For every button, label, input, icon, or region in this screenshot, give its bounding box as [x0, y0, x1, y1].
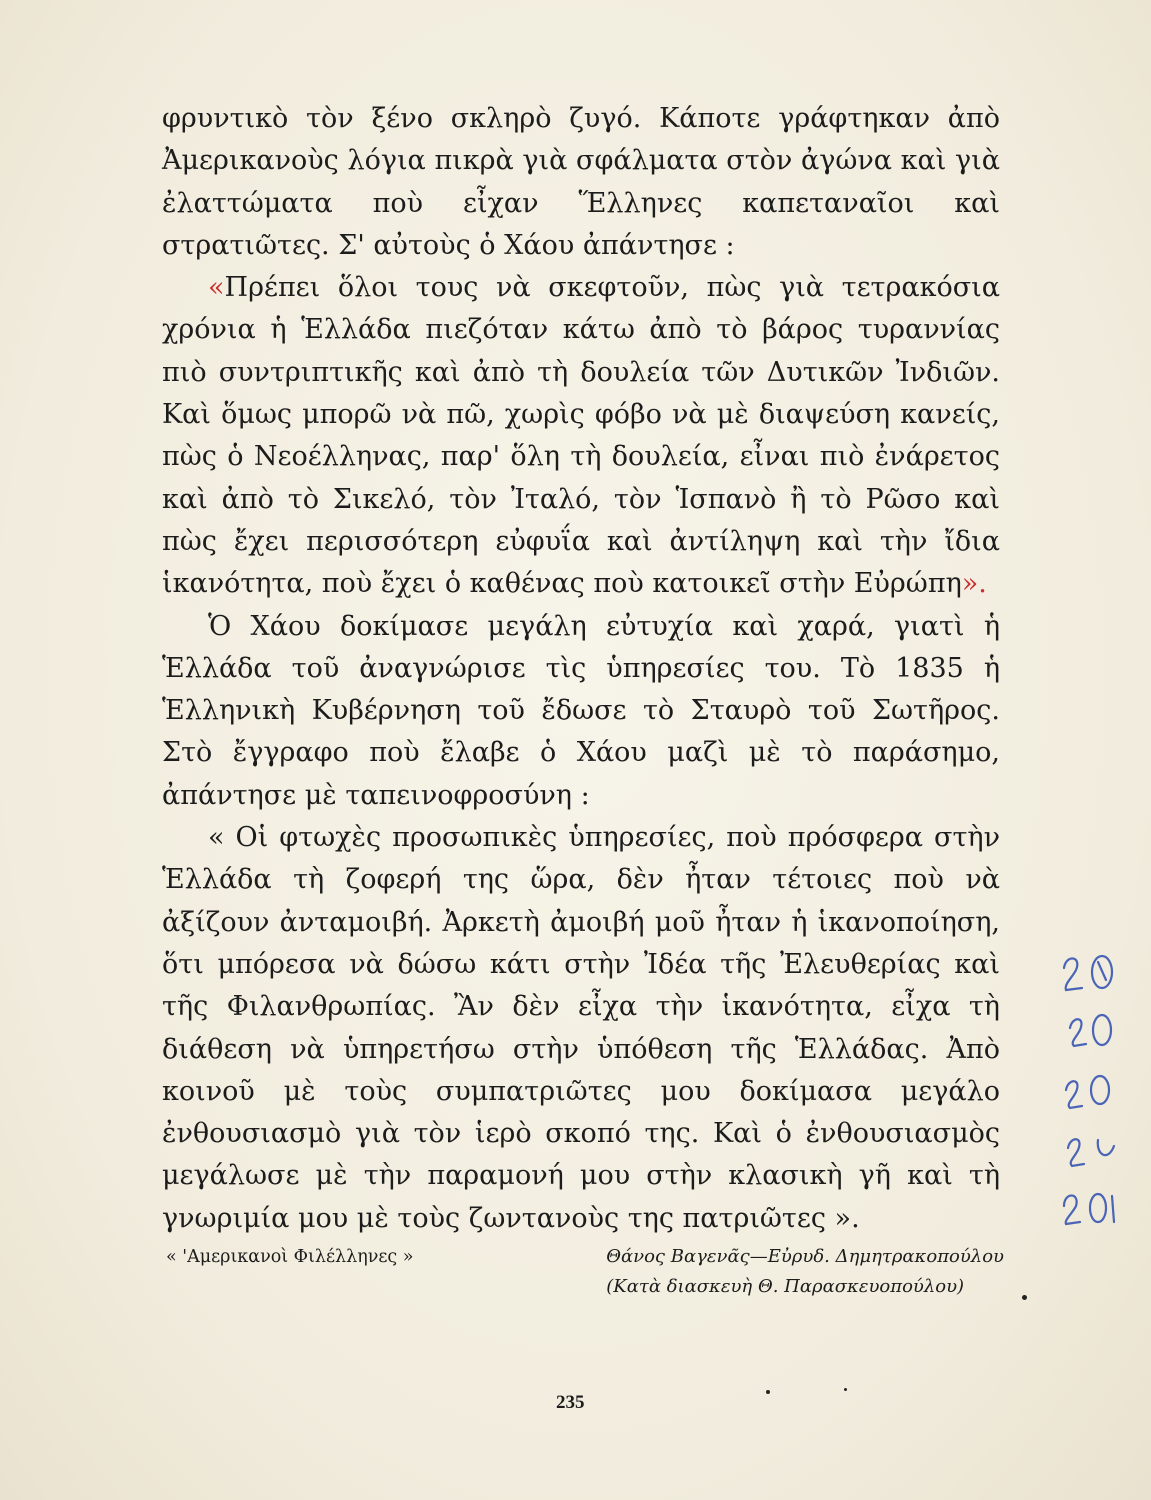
- authors-line-1: Θάνος Βαγενᾶς—Εὐρυδ. Δημητρακοπούλου: [606, 1246, 1004, 1267]
- ink-speck: [766, 1390, 770, 1394]
- paragraph-4: « Οἱ φτωχὲς προσωπικὲς ὑπηρεσίες, ποὺ πρόσφερα στὴν Ἑλλάδα τὴ ζοφερή της ὥρα, δὲν ἦταν τέτοιες ποὺ νὰ ἀξίζουν ἀνταμοιβή. Ἀρκετὴ ἀμοιβή μοῦ ἦταν ἡ ἱκανοποίηση, ὅτι μπόρεσα νὰ δώσω κάτι στὴν Ἰδέα τῆς Ἐλευθερίας καὶ τῆς Φιλανθρωπίας. Ἂν δὲν εἶχα τὴν ἱκανότητα, εἶχα τὴ διάθεση νὰ ὑπηρετήσω στὴν ὑπόθεση τῆς Ἑλλάδας. Ἀπὸ κοινοῦ μὲ τοὺς συμπατριῶτες μου δοκίμασα μεγάλο ἐνθουσιασμὸ γιὰ τὸν ἱερὸ σκοπό της. Καὶ ὁ ἐνθουσιασμὸς μεγάλωσε μὲ τὴν παραμονή μου στὴν κλασικὴ γῆ καὶ τὴ γνωριμία μου μὲ τοὺς ζωντανοὺς της πατριῶτες ».: [162, 822, 1000, 1234]
- ink-speck: [1022, 1295, 1027, 1300]
- book-title: « 'Αμερικανοὶ Φιλέλληνες »: [166, 1247, 414, 1267]
- source-footer: [166, 1242, 1006, 1312]
- handwritten-margin-notes: [1052, 950, 1132, 1230]
- paragraph-3: Ὁ Χάου δοκίμασε μεγάλη εὐτυχία καὶ χαρά, γιατὶ ἡ Ἑλλάδα τοῦ ἀναγνώρισε τὶς ὑπηρεσίες του. Τὸ 1835 ἡ Ἑλληνικὴ Κυβέρνηση τοῦ ἔδωσε τὸ Σταυρὸ τοῦ Σωτῆρος. Στὸ ἔγγραφο ποὺ ἔλαβε ὁ Χάου μαζὶ μὲ τὸ παράσημο, ἀπάντησε μὲ ταπεινοφροσύνη :: [162, 610, 1000, 811]
- paragraph-2: [162, 267, 1000, 605]
- red-quote-open: «: [208, 272, 225, 304]
- ink-speck: [844, 1388, 847, 1391]
- paragraph-1: φρυντικὸ τὸν ξένο σκληρὸ ζυγό. Κάποτε γράφτηκαν ἀπὸ Ἀμερικανοὺς λόγια πικρὰ γιὰ σφάλματα στὸν ἀγώνα καὶ γιὰ ἐλαττώματα ποὺ εἶχαν Ἕλληνες καπεταναῖοι καὶ στρατιῶτες. Σ' αὐτοὺς ὁ Χάου ἀπάντησε :: [162, 103, 1000, 261]
- handwritten-notes-drawing: [1052, 950, 1132, 1230]
- authors-line-2: (Κατὰ διασκευὴ Θ. Παρασκευοπούλου): [606, 1276, 965, 1297]
- page-number: 235: [556, 1392, 585, 1413]
- authors-block: [606, 1242, 1004, 1302]
- red-quote-close: ».: [961, 568, 987, 600]
- body-text: [162, 98, 1000, 1240]
- paragraph-2-text: Πρέπει ὅλοι τους νὰ σκεφτοῦν, πὼς γιὰ τετρακόσια χρόνια ἡ Ἑλλάδα πιεζόταν κάτω ἀπὸ τὸ βάρος τυραννίας πιὸ συντριπτικῆς καὶ ἀπὸ τὴ δουλεία τῶν Δυτικῶν Ἰνδιῶν. Καὶ ὅμως μπορῶ νὰ πῶ, χωρὶς φόβο νὰ μὲ διαψεύση κανείς, πὼς ὁ Νεοέλληνας, παρ' ὅλη τὴ δουλεία, εἶναι πιὸ ἐνάρετος καὶ ἀπὸ τὸ Σικελό, τὸν Ἰταλό, τὸν Ἱσπανὸ ἢ τὸ Ρῶσο καὶ πὼς ἔχει περισσότερη εὐφυΐα καὶ ἀντίληψη καὶ τὴν ἴδια ἱκανότητα, ποὺ ἔχει ὁ καθένας ποὺ κατοικεῖ στὴν Εὐρώπη: [162, 272, 1000, 600]
